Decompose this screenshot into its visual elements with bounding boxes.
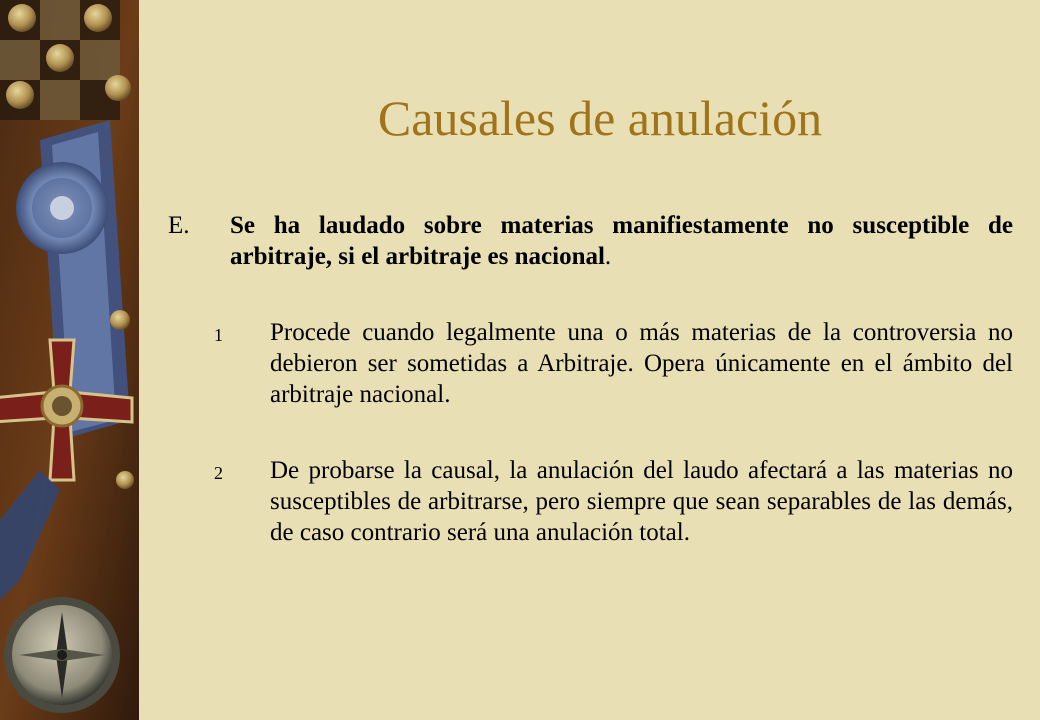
- sub-point-1: [168, 317, 1013, 410]
- slide-title: Causales de anulación: [377, 90, 823, 146]
- sub-point-1-text: Procede cuando legalmente una o más materias de la controversia no debieron ser sometidas a Arbitraje. Opera únicamente en el ámbito del arbitraje nacional.: [270, 319, 1013, 408]
- sub-point-1-marker: 1: [214, 325, 223, 345]
- sub-point-2: [168, 455, 1013, 548]
- sub-point-list: [168, 317, 1013, 548]
- sub-point-2-text: De probarse la causal, la anulación del laudo afectará a las materias no susceptibles de arbitrarse, pero siempre que sean separables de las demás, de caso contrario será una anulación total.: [270, 457, 1013, 546]
- main-point-end: .: [604, 243, 612, 270]
- main-point: [168, 210, 1013, 272]
- sub-point-2-marker: 2: [214, 463, 223, 483]
- decorative-side-image: [0, 0, 139, 720]
- main-point-letter: E.: [168, 212, 190, 239]
- main-point-text: Se ha laudado sobre materias manifiestamente no susceptible de arbitraje, si el arbitraje es nacional: [230, 212, 1013, 270]
- slide-content: [168, 210, 1013, 593]
